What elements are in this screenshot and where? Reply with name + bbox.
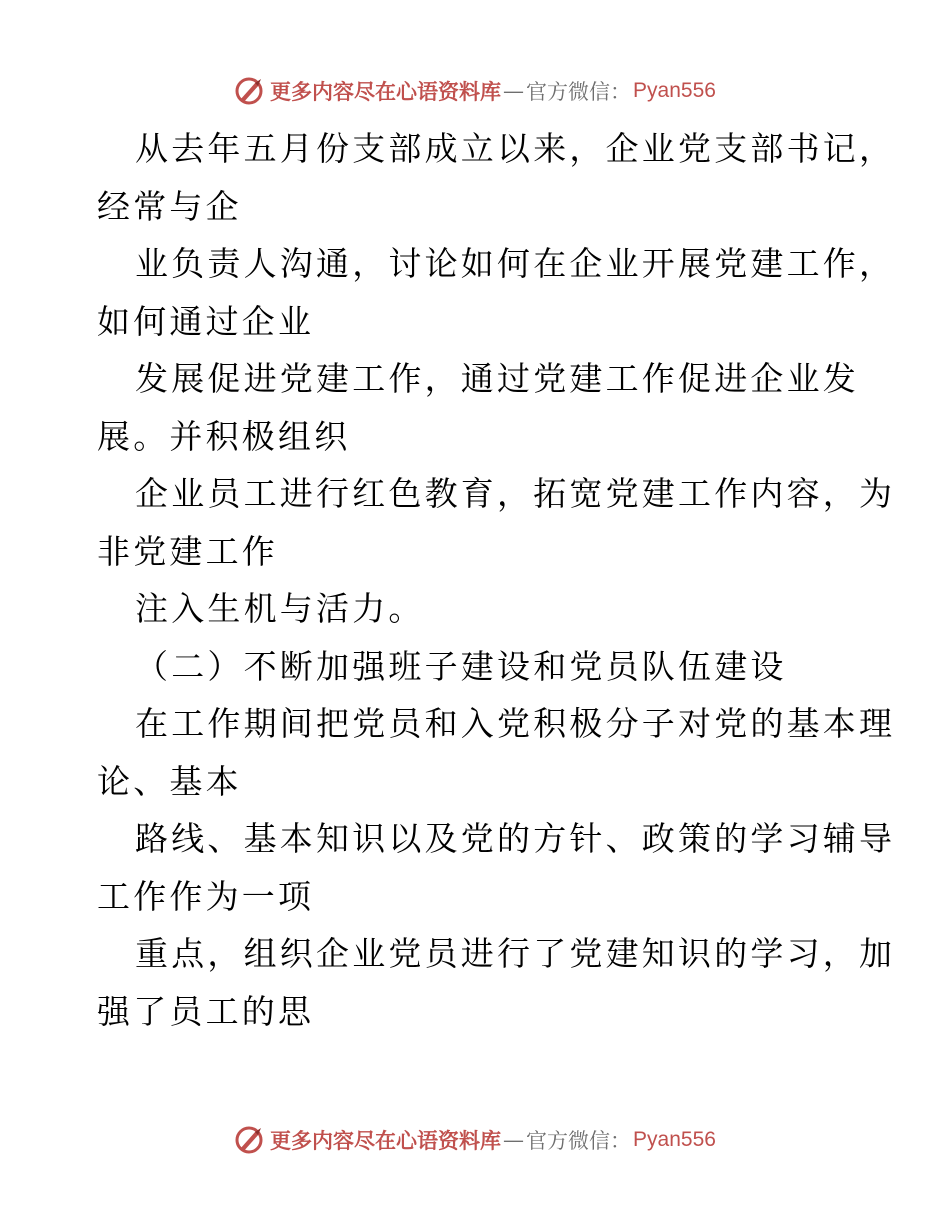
paragraph-line: 发展促进党建工作，通过党建工作促进企业发 (135, 359, 859, 398)
paragraph-line: 业负责人沟通，讨论如何在企业开展党建工作， (135, 244, 896, 283)
paragraph-line: 强了员工的思 (97, 991, 315, 1031)
paragraph-line: 重点，组织企业党员进行了党建知识的学习，加 (135, 934, 896, 973)
paragraph-line: 从去年五月份支部成立以来，企业党支部书记， (135, 129, 896, 168)
watermark-brand-text: 更多内容尽在心语资料库 (270, 1128, 502, 1153)
header-watermark (0, 71, 950, 111)
watermark-separator: — (503, 79, 525, 103)
quill-pen-logo-icon (234, 76, 264, 106)
paragraph-line: 工作作为一项 (97, 876, 315, 916)
watermark-brand-text: 更多内容尽在心语资料库 (270, 79, 502, 104)
quill-pen-logo-icon (234, 1125, 264, 1155)
watermark-contact-label: 官方微信： (526, 1129, 632, 1153)
footer-watermark (0, 1120, 950, 1160)
paragraph-line: 如何通过企业 (97, 301, 315, 341)
section-heading: （二）不断加强班子建设和党员队伍建设 (135, 646, 787, 686)
document-body (97, 120, 896, 1040)
watermark-separator: — (503, 1128, 525, 1152)
paragraph-line: 非党建工作 (97, 531, 278, 571)
paragraph-line: 路线、基本知识以及党的方针、政策的学习辅导 (135, 819, 896, 858)
paragraph-line: 经常与企 (97, 186, 242, 226)
paragraph-line: 注入生机与活力。 (135, 589, 425, 628)
paragraph-line: 论、基本 (97, 761, 242, 801)
watermark-contact-label: 官方微信： (526, 80, 632, 104)
paragraph-line: 在工作期间把党员和入党积极分子对党的基本理 (135, 704, 896, 743)
paragraph-line: 企业员工进行红色教育，拓宽党建工作内容，为 (135, 474, 896, 513)
watermark-contact-id: Pyan556 (633, 1128, 716, 1151)
watermark-contact-id: Pyan556 (633, 79, 716, 102)
paragraph-line: 展。并积极组织 (97, 416, 351, 456)
